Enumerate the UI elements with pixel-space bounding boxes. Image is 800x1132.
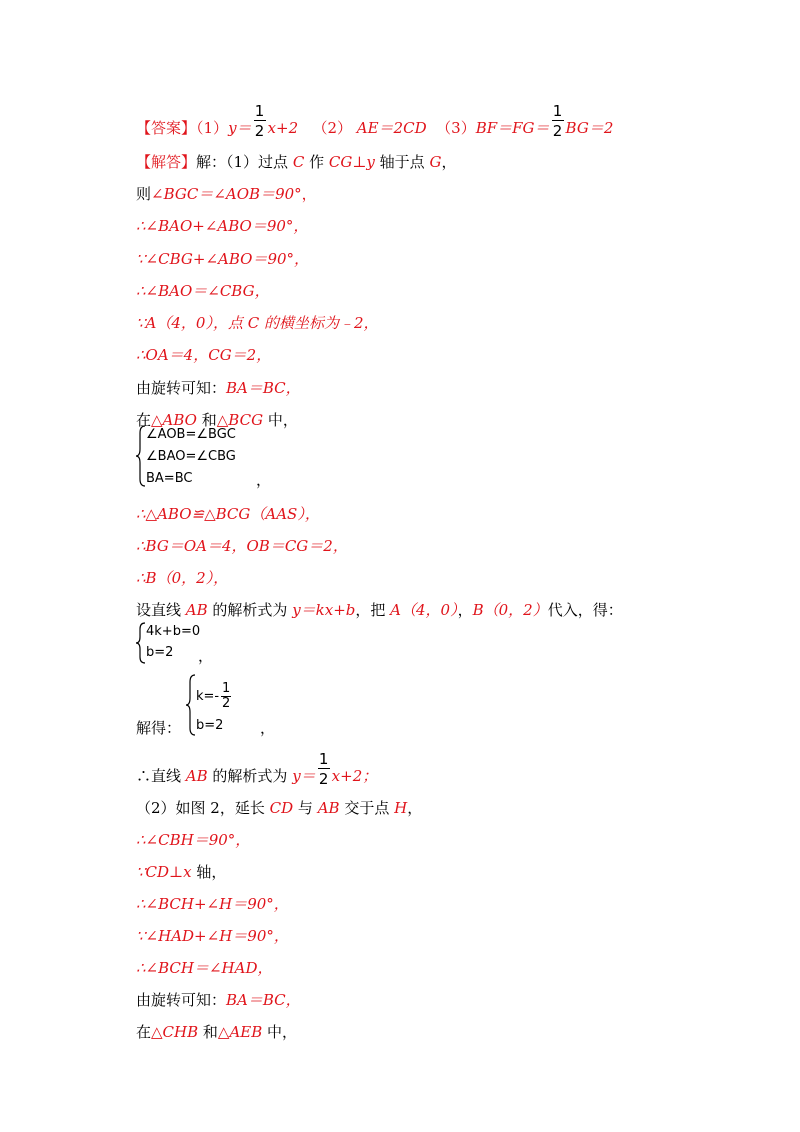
solution-line-19: ∴∠BCH+∠H＝90°，	[136, 895, 289, 913]
solution-line-21: ∴∠BCH＝∠HAD，	[136, 959, 273, 977]
answer-fraction-2: $\frac{1}{2}$	[552, 102, 563, 140]
solution-line-13: 设直线 AB 的解析式为 y＝kx+b，把 A（4，0），B（0，2）代入，得：	[136, 601, 623, 619]
solution-line-1: 【解答】解：（1）过点 C 作 CG⊥y 轴于点 G，	[136, 153, 457, 171]
equation-system-3: k=- $\frac{1}{2}$ b=2	[186, 674, 266, 738]
answer-fraction: $\frac{1}{2}$	[254, 102, 265, 140]
answer-part2: （2）	[312, 119, 352, 137]
answer-bf: BF＝FG＝	[475, 119, 550, 137]
solution-line-11: ∴BG＝OA＝4，OB＝CG＝2，	[136, 537, 348, 555]
solution-line-7: ∴OA＝4，CG＝2，	[136, 346, 272, 364]
answer-bg: BG＝2	[565, 119, 614, 137]
solution-line-17: ∴∠CBH＝90°，	[136, 831, 251, 849]
answer-y-eq: y＝	[228, 119, 252, 137]
brace-icon	[136, 425, 146, 487]
answer-ae: AE＝2CD	[356, 119, 427, 137]
answer-tag: 【答案】	[136, 119, 197, 137]
solution-line-14: 解得：	[136, 719, 182, 737]
solution-line-22: 由旋转可知：BA＝BC，	[136, 991, 301, 1009]
system-2-comma: ，	[198, 647, 214, 665]
answer-line	[136, 102, 614, 140]
solution-line-9: 在△ABO 和△BCG 中，	[136, 411, 298, 429]
solution-line-16: （2）如图 2，延长 CD 与 AB 交于点 H，	[136, 799, 423, 817]
solution-line-12: ∴B（0，2），	[136, 569, 229, 587]
solution-line-4: ∵∠CBG+∠ABO＝90°，	[136, 250, 310, 268]
solution-line-3: ∴∠BAO+∠ABO＝90°，	[136, 217, 309, 235]
line-15-fraction: $\frac{1}{2}$	[318, 750, 329, 788]
equation-system-1: ∠AOB=∠BGC ∠BAO=∠CBG BA=BC	[136, 425, 276, 491]
equation-system-2: 4k+b=0 b=2	[136, 622, 236, 666]
solution-line-8: 由旋转可知：BA＝BC，	[136, 379, 301, 397]
answer-part1: （1）	[196, 119, 229, 137]
system-1-comma: ，	[256, 471, 272, 489]
solution-line-6: ∵A（4，0），点 C 的横坐标为﹣2，	[136, 314, 379, 332]
brace-icon	[136, 622, 146, 664]
system-3-comma: ，	[260, 719, 276, 737]
solution-line-18: ∵CD⊥x 轴，	[136, 863, 227, 881]
solution-line-23: 在△CHB 和△AEB 中，	[136, 1023, 298, 1041]
solution-line-15: ∴直线 AB 的解析式为 y＝ $\frac{1}{2}$ x+2；	[136, 750, 378, 788]
answer-x-plus: x+2	[267, 119, 299, 137]
solution-tag: 【解答】	[136, 153, 197, 171]
solution-line-2: 则∠BGC＝∠AOB＝90°，	[136, 185, 317, 203]
solution-line-20: ∵∠HAD+∠H＝90°，	[136, 927, 289, 945]
solution-line-5: ∴∠BAO＝∠CBG，	[136, 282, 270, 300]
solution-line-10: ∴△ABO≌△BCG（AAS），	[136, 505, 320, 523]
brace-icon	[186, 674, 196, 736]
answer-part3: （3）	[436, 119, 476, 137]
